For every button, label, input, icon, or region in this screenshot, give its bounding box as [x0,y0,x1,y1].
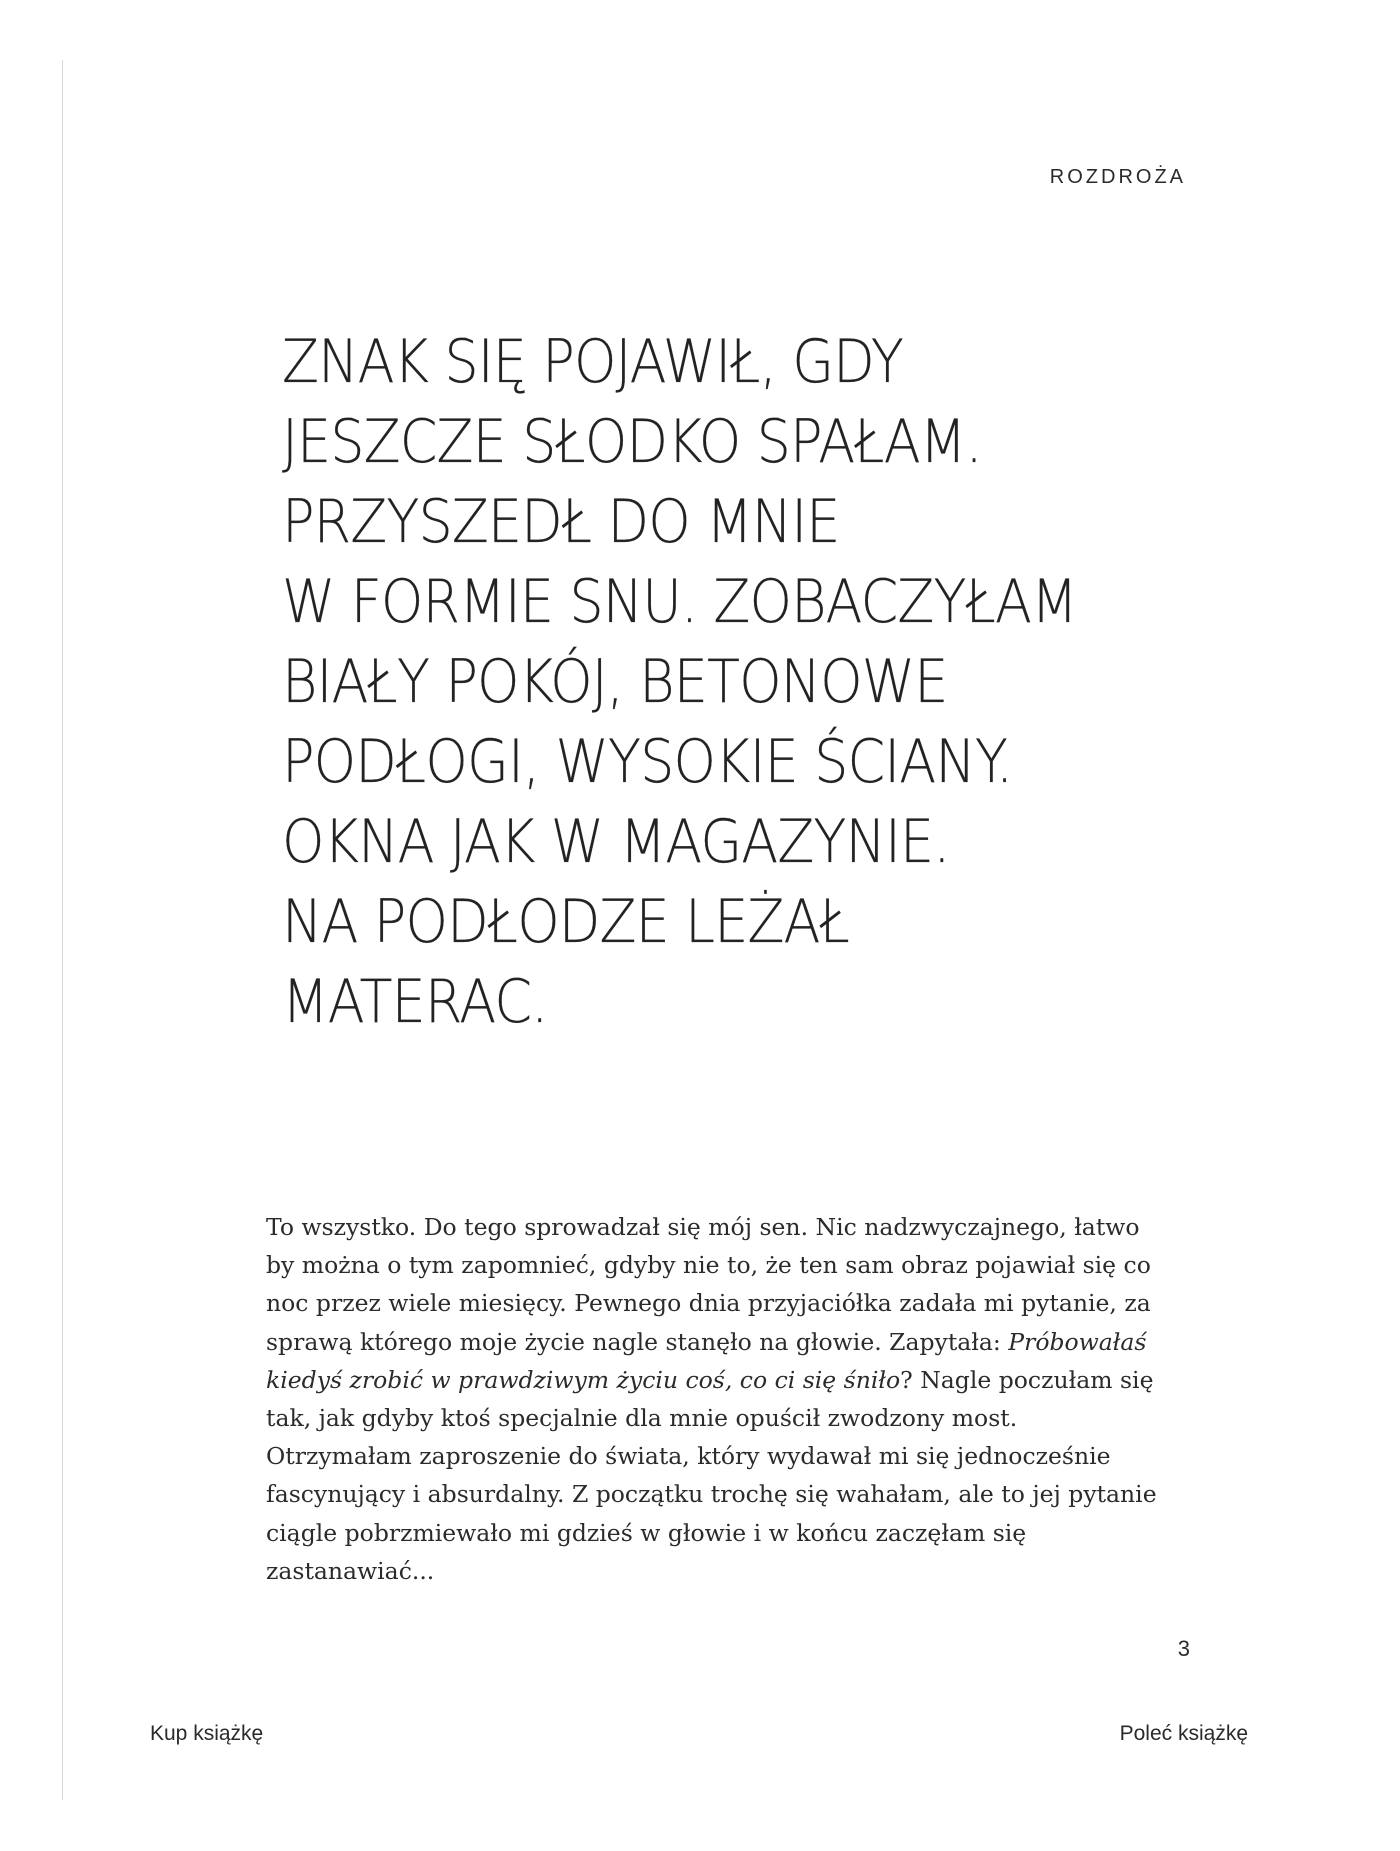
handwritten-line: NA PODŁODZE LEŻAŁ [282,887,850,957]
handwritten-line: MATERAC. [282,967,548,1037]
handwritten-line: W FORMIE SNU. ZOBACZYŁAM [282,567,1077,637]
handwritten-line: JESZCZE SŁODKO SPAŁAM. [282,407,982,477]
body-text-part: ? Nagle poczułam się tak, jak gdyby ktoś specjalnie dla mnie opuścił zwodzony most. Otrzymałam zaproszenie do świata, który wydawał mi się jednocześnie fascynujący i absurdalny. Z początku trochę się wahałam, ale to jej pytanie ciągle pobrzmiewało mi gdzieś w głowie i w końcu zaczęłam się zastanawiać... [266,1365,1157,1585]
running-head: ROZDROŻA [1049,166,1186,188]
page-number: 3 [1177,1636,1190,1661]
handwritten-line: OKNA JAK W MAGAZYNIE. [282,807,950,877]
page-edge-line [62,60,63,1800]
buy-book-link[interactable]: Kup książkę [150,1722,264,1745]
handwritten-line: ZNAK SIĘ POJAWIŁ, GDY [282,327,903,397]
handwritten-line: PODŁOGI, WYSOKIE ŚCIANY. [282,727,1013,797]
handwritten-line: PRZYSZEDŁ DO MNIE [282,487,840,557]
handwritten-line: BIAŁY POKÓJ, BETONOWE [282,647,948,717]
body-paragraph [266,1208,1166,1590]
body-text-part: To wszystko. Do tego sprowadzał się mój sen. Nic nadzwyczajnego, łatwo by można o tym zapomnieć, gdyby nie to, że ten sam obraz pojawiał się co noc przez wiele miesięcy. Pewnego dnia przyjaciółka zadała mi pytanie, za sprawą którego moje życie nagle stanęło na głowie. Zapytała: [266,1213,1151,1356]
body-text-italic: Próbowałaś kiedyś zrobić w prawdziwym życiu coś, co ci się śniło [266,1327,1147,1394]
recommend-book-link[interactable]: Poleć książkę [1119,1722,1248,1745]
handwritten-quote [282,322,1162,1042]
